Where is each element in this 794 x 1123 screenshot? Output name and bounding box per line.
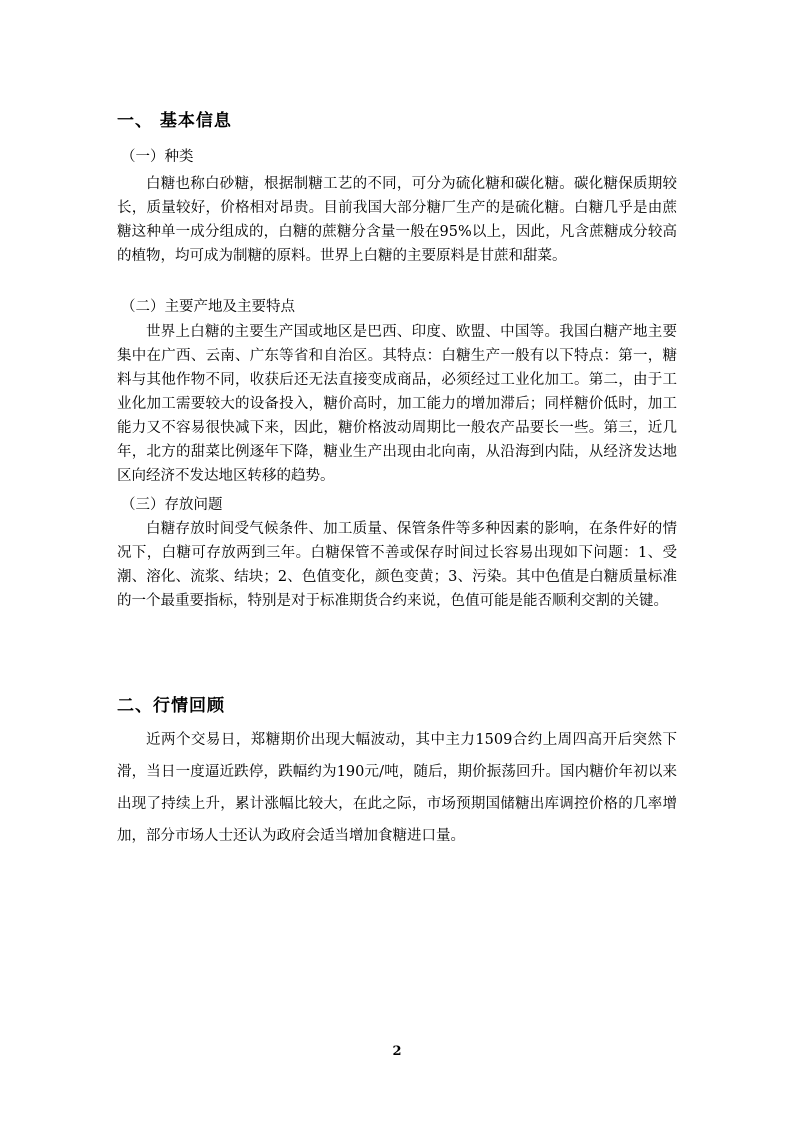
subsection-2-title: （二）主要产地及主要特点 xyxy=(121,299,295,315)
subsection-2-paragraph: 世界上白糖的主要生产国或地区是巴西、印度、欧盟、中国等。我国白糖产地主要集中在广西、云南、广东等省和自治区。其特点：白糖生产一般有以下特点：第一，糖料与其他作物不同，收获后还无法直接变成商品，必须经过工业化加工。第二，由于工业化加工需要较大的设备投入，糖价高时，加工能力的增加滞后；同样糖价低时，加工能力又不容易很快减下来，因此，糖价格波动周期比一般农产品要长一些。第三，近几年，北方的甜菜比例逐年下降，糖业生产出现由北向南，从沿海到内陆，从经济发达地区向经济不发达地区转移的趋势。 xyxy=(117,324,677,484)
section-1-heading: 一、 基本信息 xyxy=(117,111,232,131)
subsection-1-paragraph: 白糖也称白砂糖，根据制糖工艺的不同，可分为硫化糖和碳化糖。碳化糖保质期较长，质量较好，价格相对昂贵。目前我国大部分糖厂生产的是硫化糖。白糖几乎是由蔗糖这种单一成分组成的，白糖的蔗糖分含量一般在95%以上，因此，凡含蔗糖成分较高的植物，均可成为制糖的原料。世界上白糖的主要原料是甘蔗和甜菜。 xyxy=(117,176,677,264)
subsection-1-title: （一）种类 xyxy=(121,149,194,165)
section-2-heading: 二、行情回顾 xyxy=(117,696,225,716)
subsection-3-paragraph: 白糖存放时间受气候条件、加工质量、保管条件等多种因素的影响，在条件好的情况下，白糖可存放两到三年。白糖保管不善或保存时间过长容易出现如下问题：1、受潮、溶化、流浆、结块；2、色值变化，颜色变黄；3、污染。其中色值是白糖质量标准的一个最重要指标，特别是对于标准期货合约来说，色值可能是能否顺利交割的关键。 xyxy=(117,521,677,609)
page-number: 2 xyxy=(392,1044,402,1059)
subsection-3-title: （三）存放问题 xyxy=(121,497,223,513)
section-2-paragraph: 近两个交易日，郑糖期价出现大幅波动，其中主力1509合约上周四高开后突然下滑，当日一度逼近跌停，跌幅约为190元/吨，随后，期价振荡回升。国内糖价年初以来出现了持续上升，累计涨幅比较大，在此之际，市场预期国储糖出库调控价格的几率增加，部分市场人士还认为政府会适当增加食糖进口量。 xyxy=(117,732,677,844)
